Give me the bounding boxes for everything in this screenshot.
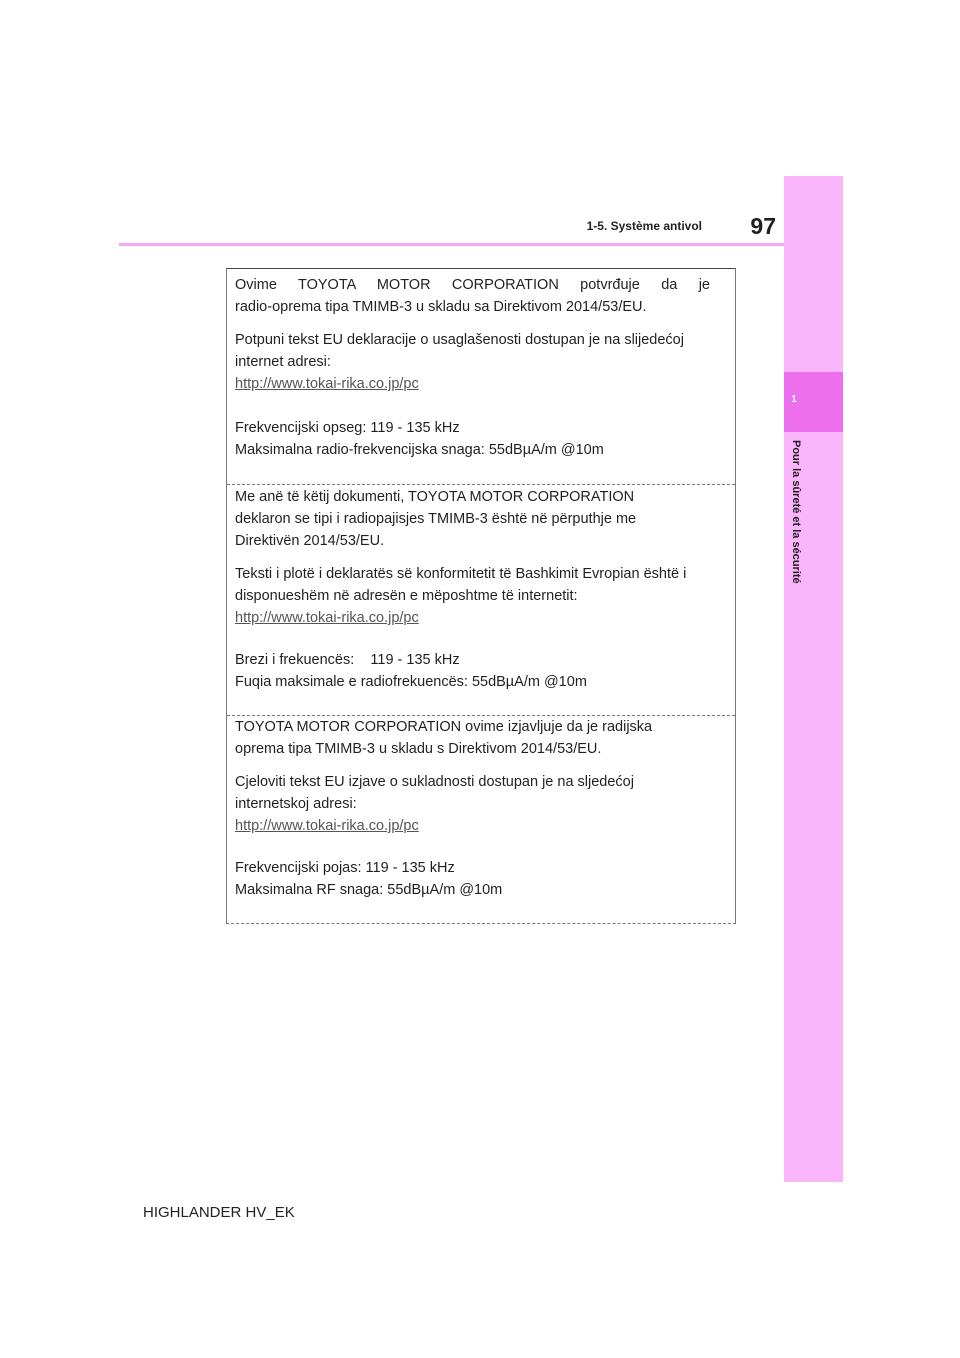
declaration-url-link[interactable]: http://www.tokai-rika.co.jp/pc — [235, 818, 419, 834]
declaration-text-line: Ovime TOYOTA MOTOR CORPORATION potvrđuje da je — [235, 277, 710, 293]
frequency-range-text: Frekvencijski opseg: 119 - 135 kHz — [235, 420, 460, 436]
section-title: 1-5. Système antivol — [586, 219, 702, 233]
declaration-text-line: oprema tipa TMIMB-3 u skladu s Direktivom 2014/53/EU. — [235, 741, 602, 757]
chapter-number: 1 — [791, 394, 797, 405]
availability-text-line: Cjeloviti tekst EU izjave o sukladnosti dostupan je na sljedećoj — [235, 774, 634, 790]
availability-text-line: Potpuni tekst EU deklaracije o usaglašenosti dostupan je na slijedećoj — [235, 332, 684, 348]
availability-text-line: internet adresi: — [235, 354, 331, 370]
declaration-text-line: Me anë të këtij dokumenti, TOYOTA MOTOR CORPORATION — [235, 489, 635, 505]
availability-text-line: internetskoj adresi: — [235, 796, 357, 812]
declaration-text-line: Direktivën 2014/53/EU. — [235, 533, 385, 549]
frequency-range-text: Frekvencijski pojas: 119 - 135 kHz — [235, 860, 455, 876]
declaration-text-line: radio-oprema tipa TMIMB-3 u skladu sa Direktivom 2014/53/EU. — [235, 299, 647, 315]
declaration-section-croatian — [227, 715, 735, 923]
chapter-side-tab — [784, 176, 843, 1182]
availability-text-line: disponueshëm në adresën e mëposhtme të internetit: — [235, 588, 578, 604]
declaration-section-albanian — [227, 484, 735, 715]
declaration-section-bosnian — [227, 269, 735, 484]
declaration-url-link[interactable]: http://www.tokai-rika.co.jp/pc — [235, 610, 419, 626]
declaration-text-line: TOYOTA MOTOR CORPORATION ovime izjavljuje da je radijska — [235, 719, 653, 735]
max-power-text: Fuqia maksimale e radiofrekuencës: 55dBµA/m @10m — [235, 674, 587, 690]
max-power-text: Maksimalna RF snaga: 55dBµA/m @10m — [235, 882, 503, 898]
page-number: 97 — [750, 213, 776, 239]
availability-text-line: Teksti i plotë i deklaratës së konformitetit të Bashkimit Evropian është i — [235, 566, 687, 582]
chapter-label: Pour la sûreté et la sécurité — [790, 440, 802, 584]
declaration-box — [226, 268, 736, 924]
declaration-url-link[interactable]: http://www.tokai-rika.co.jp/pc — [235, 376, 419, 392]
max-power-text: Maksimalna radio-frekvencijska snaga: 55dBµA/m @10m — [235, 442, 604, 458]
declaration-text-line: deklaron se tipi i radiopajisjes TMIMB-3 është në përputhje me — [235, 511, 637, 527]
header-divider — [119, 243, 784, 246]
frequency-range-text: Brezi i frekuencës: 119 - 135 kHz — [235, 652, 460, 668]
model-code-footer: HIGHLANDER HV_EK — [143, 1204, 295, 1221]
